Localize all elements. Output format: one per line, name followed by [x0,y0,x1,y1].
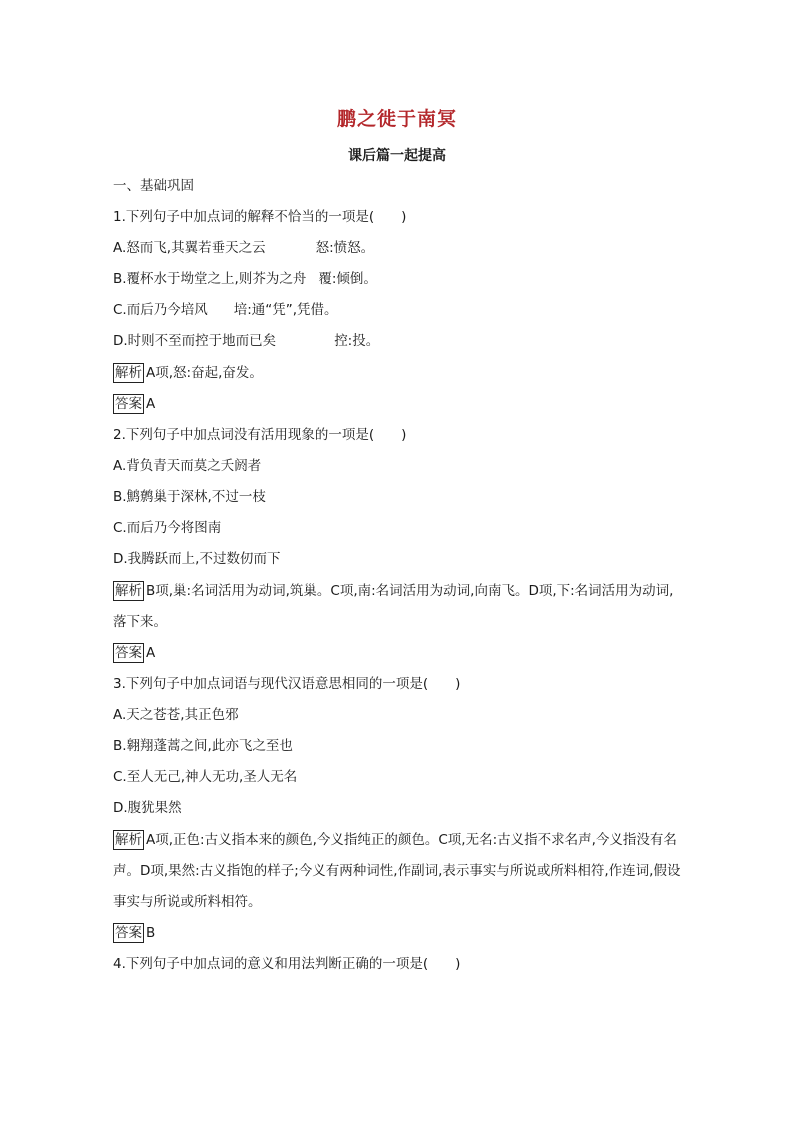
option-a-sentence: A.怒而飞,其翼若垂天之云 [113,240,266,256]
option-d-sentence: D.时则不至而控于地而已矣 [113,333,277,349]
answer-label: 答案 [115,645,142,661]
analysis-label: 解析 [115,832,142,848]
question-1-option-d [113,331,379,351]
question-3-analysis [113,825,683,918]
option-d-gloss: 控:投。 [334,333,380,349]
option-b-sentence: B.覆杯水于坳堂之上,则芥为之舟 [113,271,307,287]
analysis-text: A项,怒:奋起,奋发。 [146,365,263,381]
analysis-label: 解析 [115,365,142,381]
question-2-analysis [113,576,683,638]
section-heading: 一、基础巩固 [113,178,194,194]
answer-text: A [146,396,156,412]
question-1-option-a [113,238,374,258]
question-3-option-c: C.至人无己,神人无功,圣人无名 [113,769,298,785]
question-3-answer [113,923,155,943]
analysis-text: B项,巢:名词活用为动词,筑巢。C项,南:名词活用为动词,向南飞。D项,下:名词活用为动词,落下来。 [113,583,674,630]
question-3-option-b: B.翱翔蓬蒿之间,此亦飞之至也 [113,738,293,754]
page-subtitle: 课后篇一起提高 [348,148,446,164]
question-1-option-b [113,269,377,289]
option-b-gloss: 覆:倾倒。 [318,271,377,287]
question-1-option-c [113,300,338,320]
question-3-option-d: D.腹犹果然 [113,800,182,816]
answer-text: B [146,925,156,941]
option-a-gloss: 怒:愤怒。 [315,240,375,256]
answer-label: 答案 [115,925,142,941]
question-4-stem: 4.下列句子中加点词的意义和用法判断正确的一项是( ) [113,956,461,972]
question-3-option-a: A.天之苍苍,其正色邪 [113,707,239,723]
analysis-label: 解析 [115,583,142,599]
page-title: 鹏之徙于南冥 [336,108,457,130]
option-c-gloss: 培:通“凭”,凭借。 [233,302,338,318]
question-1-stem: 1.下列句子中加点词的解释不恰当的一项是( ) [113,209,407,225]
analysis-text: A项,正色:古义指本来的颜色,今义指纯正的颜色。C项,无名:古义指不求名声,今义指没有名声。D项,果然:古义指饱的样子;今义有两种词性,作副词,表示事实与所说或所料相符,作连词,假设事实与所说或所料相符。 [113,832,681,910]
question-2-stem: 2.下列句子中加点词没有活用现象的一项是( ) [113,427,407,443]
answer-label: 答案 [115,396,142,412]
question-3-stem: 3.下列句子中加点词语与现代汉语意思相同的一项是( ) [113,676,461,692]
question-2-option-b: B.鹪鹩巢于深林,不过一枝 [113,489,266,505]
question-1-answer [113,394,155,414]
question-1-analysis [113,363,263,383]
question-2-option-a: A.背负青天而莫之夭阏者 [113,458,262,474]
question-2-option-c: C.而后乃今将图南 [113,520,222,536]
answer-text: A [146,645,156,661]
question-2-answer [113,643,155,663]
option-c-sentence: C.而后乃今培风 [113,302,208,318]
question-2-option-d: D.我腾跃而上,不过数仞而下 [113,551,281,567]
